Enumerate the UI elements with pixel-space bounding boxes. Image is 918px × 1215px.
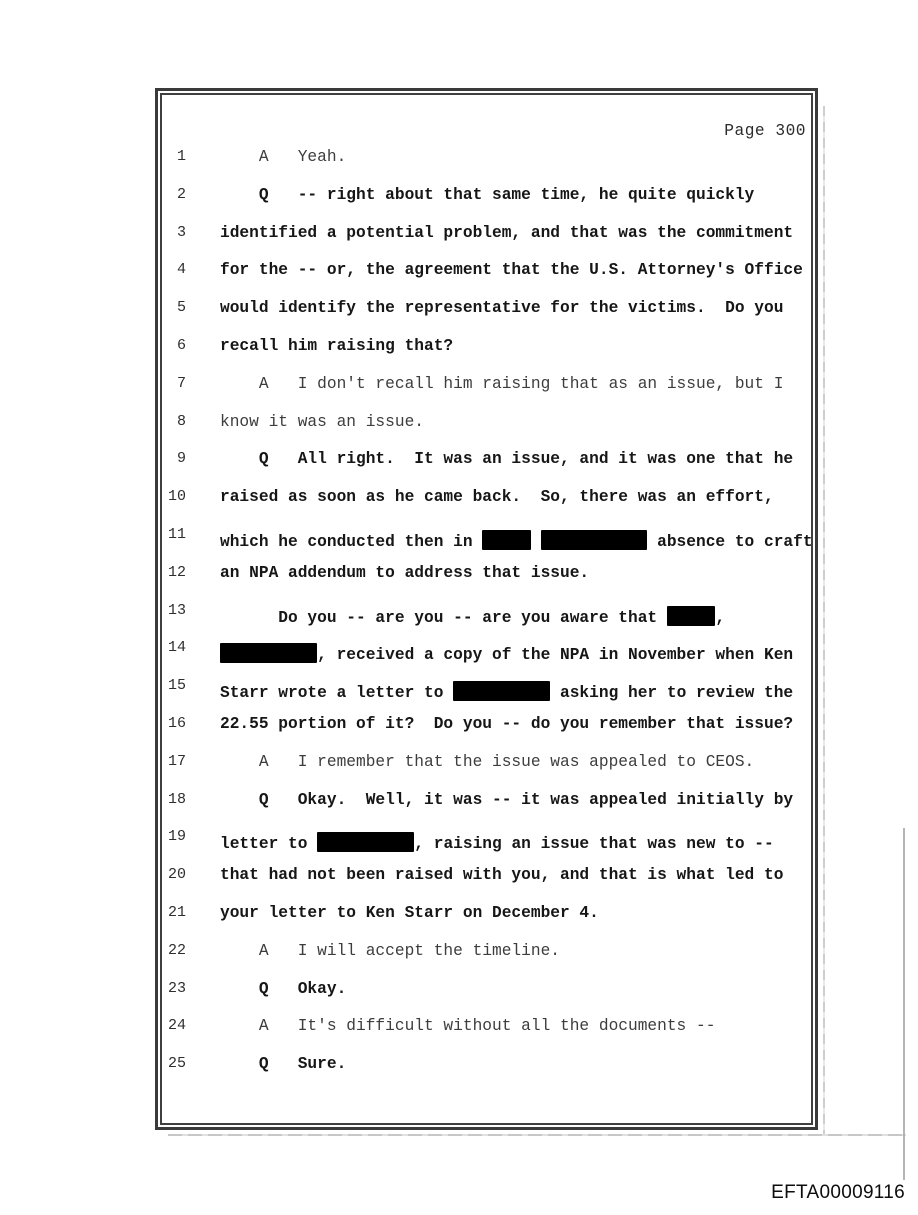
line-text [220,980,346,998]
line-number: 4 [176,261,186,279]
text-segment: Q Sure. [220,1055,347,1074]
text-segment: Do you -- are you -- are you aware that [220,608,667,627]
line-text [220,677,793,702]
line-text [220,828,774,853]
line-number: 25 [167,1055,186,1073]
text-segment: raised as soon as he came back. So, there was an effort, [220,488,774,507]
line-number: 5 [176,299,186,317]
text-segment: letter to [220,835,318,854]
line-text [220,602,725,627]
line-number: 2 [176,185,186,203]
text-segment: asking her to review the [550,684,794,703]
text-segment: Q -- right about that same time, he quite quickly [220,185,755,204]
line-text [220,526,813,551]
text-segment: that had not been raised with you, and that is what led to [220,866,784,885]
line-text [220,488,774,506]
line-number: 15 [167,677,186,695]
line-text [220,413,424,431]
line-number: 22 [167,941,186,959]
text-segment: would identify the representative for the victims. Do you [220,299,784,318]
text-segment: A It's difficult without all the documents -- [220,1017,716,1036]
line-number: 23 [167,979,186,997]
redaction-box [541,530,648,550]
redaction-box [482,530,531,550]
redaction-box [220,643,317,663]
line-text [220,186,754,204]
text-segment: an NPA addendum to address that issue. [220,563,590,582]
line-text [220,866,783,884]
text-segment: A I remember that the issue was appealed to CEOS. [220,752,755,771]
text-segment: Q Okay. Well, it was -- it was appealed initially by [220,790,794,809]
line-number: 13 [167,601,186,619]
text-segment: , received a copy of the NPA in November when Ken [317,646,794,665]
line-number: 18 [167,790,186,808]
text-segment: Q All right. It was an issue, and it was one that he [220,450,794,469]
line-text [220,299,783,317]
line-number: 21 [167,904,186,921]
line-number: 9 [176,450,186,468]
line-text [220,1055,346,1073]
line-number: 10 [167,488,186,506]
line-number: 16 [167,715,186,732]
scan-shadow-bottom [168,1134,906,1136]
line-text [220,148,346,166]
line-text [220,261,803,279]
text-segment: Starr wrote a letter to [220,684,454,703]
line-number: 1 [176,148,186,165]
text-segment [531,533,541,551]
line-number: 19 [167,828,186,846]
line-text [220,224,793,242]
line-text [220,904,599,922]
redaction-box [453,681,550,701]
line-number: 6 [176,337,186,354]
line-text [220,753,754,771]
text-segment: recall him raising that? [220,337,454,355]
line-number: 14 [167,639,186,657]
text-segment: know it was an issue. [220,412,424,431]
line-number: 3 [176,223,186,241]
line-text [220,715,793,733]
line-number: 20 [167,866,186,884]
redaction-box [317,832,414,852]
text-segment: absence to craft [647,533,813,551]
scan-shadow-right [823,106,825,1134]
text-segment: , [715,608,726,627]
line-number: 7 [176,374,186,392]
text-segment: which he conducted then in [220,533,483,551]
text-segment: identified a potential problem, and that was the commitment [220,223,794,242]
line-number: 12 [167,563,186,581]
text-segment: A Yeah. [220,148,347,166]
line-text [220,337,453,355]
text-segment: your letter to Ken Starr on December 4. [220,904,599,922]
line-text [220,450,793,468]
line-text [220,791,793,809]
text-segment: , raising an issue that was new to -- [414,835,774,854]
text-segment: for the -- or, the agreement that the U.S. Attorney's Office [220,261,803,280]
line-text [220,942,560,960]
text-segment: A I will accept the timeline. [220,941,560,960]
page-number: Page 300 [724,122,806,140]
bates-number: EFTA00009116 [771,1182,905,1203]
line-text [220,375,783,393]
line-number: 11 [167,526,186,543]
text-segment: A I don't recall him raising that as an issue, but I [220,374,784,393]
line-text [220,1017,715,1035]
line-number: 17 [167,752,186,770]
line-number: 8 [176,412,186,430]
text-segment: Q Okay. [220,979,347,998]
redaction-box [667,606,716,626]
line-number: 24 [167,1017,186,1035]
scanned-page-edge [903,828,905,1180]
line-text [220,639,793,664]
text-segment: 22.55 portion of it? Do you -- do you remember that issue? [220,715,794,733]
line-text [220,564,589,582]
